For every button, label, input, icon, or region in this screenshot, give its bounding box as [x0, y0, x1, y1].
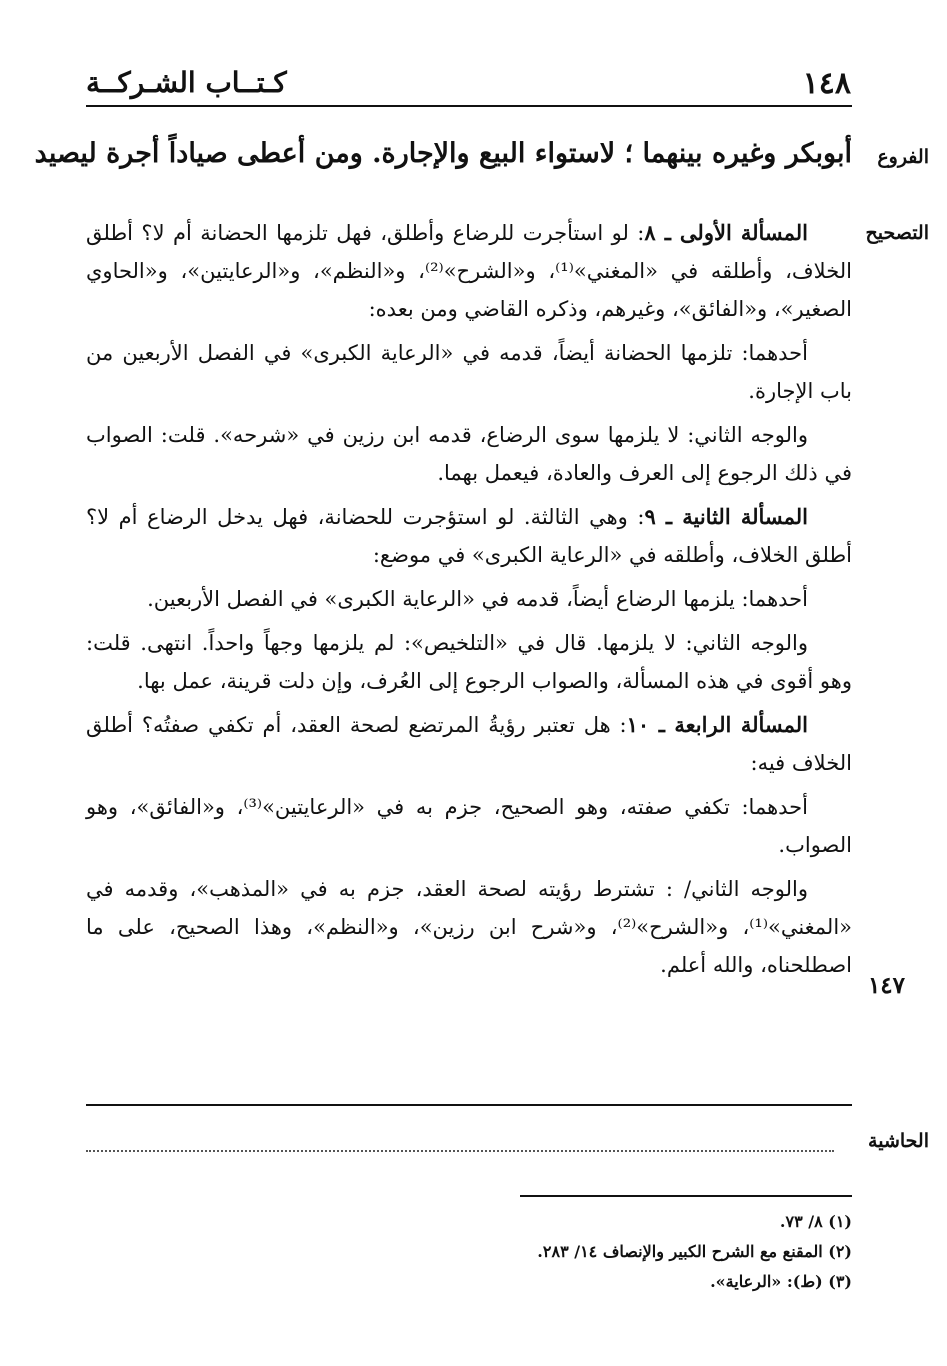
main-text: [86, 214, 852, 990]
footnote-rule: [520, 1195, 852, 1197]
issue-heading: المسألة الثانية ـ ٩: [644, 504, 808, 529]
paragraph: [86, 624, 852, 700]
footnote-2: (٢) المقنع مع الشرح الكبير والإنصاف ١٤/ ٢٨٣.: [537, 1242, 852, 1261]
page-number: ١٤٨: [802, 66, 851, 101]
paragraph: [86, 214, 852, 328]
paragraph: [86, 334, 852, 410]
paragraph-text: : وهي الثالثة. لو استؤجرت للحضانة، فهل يدخل الرضاع أم لا؟ أطلق الخلاف، وأطلقه في «الرعاية الكبرى» في موضع:: [86, 505, 852, 567]
furu-text-line: أبوبكر وغيره بينهما ؛ لاستواء البيع والإجارة. ومن أعطى صياداً أجرة ليصيد: [34, 138, 852, 169]
issue-heading: المسألة الرابعة ـ ١٠: [626, 712, 808, 737]
side-label-tashih: التصحيح: [865, 222, 929, 244]
paragraph: [86, 870, 852, 984]
side-label-furu: الفروع: [877, 146, 929, 168]
paragraph-text: والوجه الثاني/ : تشترط رؤيته لصحة العقد، جزم به في «المذهب»، وقدمه في «المغني»⁽¹⁾، و«الشرح»⁽²⁾، و«شرح ابن رزين»، و«النظم»، وهذا الصحيح، على ما اصطلحناه، والله أعلم.: [86, 877, 853, 977]
hashiya-dotted-line: [86, 1150, 834, 1152]
paragraph: [86, 416, 852, 492]
paragraph-text: : هل تعتبر رؤيةُ المرتضع لصحة العقد، أم تكفي صفتُه؟ أطلق الخلاف فيه:: [86, 713, 852, 775]
paragraph-text: والوجه الثاني: لا يلزمها سوى الرضاع، قدمه ابن رزين في «شرحه». قلت: الصواب في ذلك الرجوع إلى العرف والعادة، فيعمل بهما.: [86, 423, 852, 485]
margin-page-number: ١٤٧: [867, 972, 905, 999]
paragraph: [86, 788, 852, 864]
paragraph: [86, 580, 852, 618]
paragraph: [86, 498, 852, 574]
paragraph-text: أحدهما: تلزمها الحضانة أيضاً، قدمه في «الرعاية الكبرى» في الفصل الأربعين من باب الإجارة.: [86, 341, 852, 403]
side-label-hashiya: الحاشية: [868, 1130, 929, 1152]
header-rule: [86, 105, 852, 107]
issue-heading: المسألة الأولى ـ ٨: [644, 220, 808, 245]
paragraph-text: والوجه الثاني: لا يلزمها. قال في «التلخيص»: لم يلزمها وجهاً واحداً. انتهى. قلت: وهو أقوى في هذه المسألة، والصواب الرجوع إلى العُرف، وإن دلت قرينة، عمل بها.: [86, 631, 852, 693]
paragraph-text: : لو استأجرت للرضاع وأطلق، فهل تلزمها الحضانة أم لا؟ أطلق الخلاف، وأطلقه في «المغني»⁽¹⁾، و«الشرح»⁽²⁾، و«النظم»، و«الرعايتين»، و«الحاوي الصغير»، و«الفائق»، وغيرهم، وذكره القاضي ومن بعده:: [86, 221, 853, 321]
paragraph-text: أحدهما: يلزمها الرضاع أيضاً، قدمه في «الرعاية الكبرى» في الفصل الأربعين.: [147, 587, 808, 611]
paragraph: [86, 706, 852, 782]
footnote-3: (٣) (ط): «الرعاية».: [710, 1272, 852, 1291]
text-end-rule: [86, 1104, 852, 1106]
footnote-1: (١) ٨/ ٧٣.: [779, 1212, 852, 1231]
paragraph-text: أحدهما: تكفي صفته، وهو الصحيح، جزم به في «الرعايتين»⁽³⁾، و«الفائق»، وهو الصواب.: [86, 795, 852, 857]
running-title: كـتــاب الشـركــة: [86, 66, 287, 99]
